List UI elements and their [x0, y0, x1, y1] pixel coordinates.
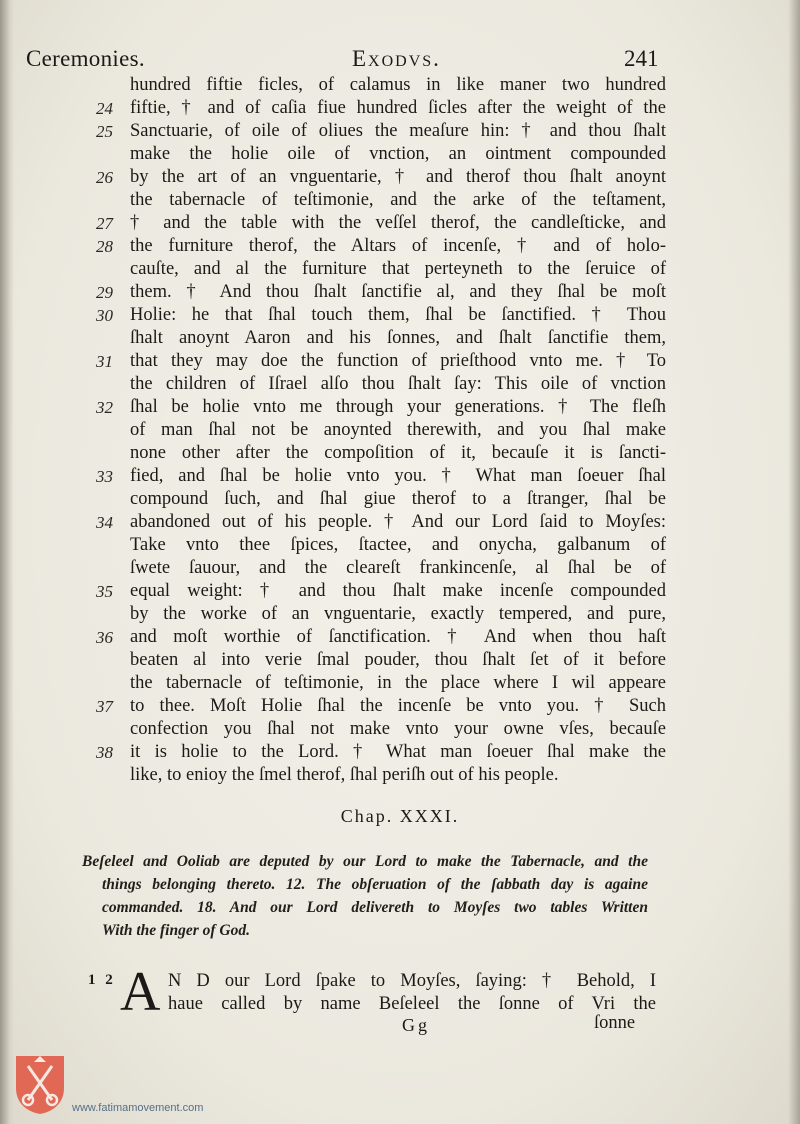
- line-text: the children of Iſrael alſo thou ſhalt ſay: This oile of vnction: [130, 374, 666, 394]
- catchword: ſonne: [594, 1013, 636, 1033]
- line-text: make the holie oile of vnction, an ointment compounded: [130, 144, 666, 164]
- text-line: [96, 534, 666, 557]
- text-line: [96, 419, 666, 442]
- text-line: [96, 718, 666, 741]
- verse-number: 36: [96, 628, 113, 647]
- verse-number: 33: [96, 467, 113, 486]
- line-text: Sanctuarie, of oile of oliues the meaſure hin: † and thou ſhalt: [130, 121, 666, 141]
- line-text: to thee. Moſt Holie ſhal the incenſe be vnto you. † Such: [130, 696, 666, 716]
- text-line: [96, 764, 666, 787]
- chapter-summary: [82, 850, 648, 942]
- summary-line: commanded. 18. And our Lord delivereth to Moyſes two tables Written: [102, 899, 648, 916]
- line-text: ſhal be holie vnto me through your generations. † The fleſh: [130, 397, 666, 417]
- line-text: by the worke of an vnguentarie, exactly tempered, and pure,: [130, 604, 666, 624]
- verse-number: 29: [96, 283, 113, 302]
- line-text: it is holie to the Lord. † What man ſoeuer ſhal make the: [130, 742, 666, 762]
- line-text: beaten al into verie ſmal pouder, thou ſhalt ſet of it before: [130, 650, 666, 670]
- text-line: [96, 373, 666, 396]
- line-text: ſwete ſauour, and the cleareſt frankincenſe, al ſhal be of: [130, 558, 666, 578]
- line-text: cauſte, and al the furniture that perteyneth to the ſeruice of: [130, 259, 666, 279]
- header-book-title: Exodvs.: [352, 46, 441, 71]
- line-text: Take vnto thee ſpices, ſtactee, and onycha, galbanum of: [130, 535, 666, 555]
- header-left-title: Ceremonies.: [26, 46, 145, 71]
- drop-cap: A: [120, 961, 161, 1023]
- text-line: [96, 442, 666, 465]
- verse-number: 32: [96, 398, 113, 417]
- summary-line: things belonging thereto. 12. The obſeruation of the ſabbath day is againe: [102, 876, 648, 893]
- line-text: and moſt worthie of ſanctification. † And when thou haſt: [130, 627, 666, 647]
- text-line: [96, 304, 666, 327]
- text-line: [96, 120, 666, 143]
- text-line: [96, 166, 666, 189]
- text-line: [96, 396, 666, 419]
- line-text: compound ſuch, and ſhal giue therof to a ſtranger, ſhal be: [130, 489, 666, 509]
- signature-mark: Gg: [402, 1015, 430, 1035]
- text-line: [96, 258, 666, 281]
- line-text: fiftie, † and of caſia fiue hundred ſicles after the weight of the: [130, 98, 666, 118]
- line-text: ſhalt anoynt Aaron and his ſonnes, and ſhalt ſanctifie them,: [130, 328, 666, 348]
- chapter-heading: Chap. XXXI.: [340, 806, 460, 826]
- text-line: [96, 97, 666, 120]
- verse-number: 27: [96, 214, 113, 233]
- text-line: [96, 465, 666, 488]
- text-line: [96, 695, 666, 718]
- verse-1-line-1: N D our Lord ſpake to Moyſes, ſaying: † Behold, I: [168, 971, 656, 991]
- line-text: the furniture therof, the Altars of incenſe, † and of holo-: [130, 236, 666, 256]
- text-line: [96, 350, 666, 373]
- line-text: equal weight: † and thou ſhalt make incenſe compounded: [130, 581, 666, 601]
- line-text: them. † And thou ſhalt ſanctifie al, and they ſhal be moſt: [130, 282, 666, 302]
- verse-number: 25: [96, 122, 113, 141]
- line-text: like, to enioy the ſmel therof, ſhal periſh out of his people.: [130, 765, 559, 785]
- verse-number: 34: [96, 513, 113, 532]
- verse-number: 35: [96, 582, 113, 601]
- text-line: [96, 649, 666, 672]
- verse-number: 1 2: [88, 972, 116, 988]
- text-line: [96, 741, 666, 764]
- line-text: by the art of an vnguentarie, † and therof thou ſhalt anoynt: [130, 167, 666, 187]
- watermark-url[interactable]: www.fatimamovement.com: [72, 1102, 204, 1114]
- text-line: [96, 672, 666, 695]
- line-text: fied, and ſhal be holie vnto you. † What man ſoeuer ſhal: [130, 466, 666, 486]
- text-line: [96, 327, 666, 350]
- line-text: of man ſhal not be anoynted therewith, and you ſhal make: [130, 420, 666, 440]
- text-line: [96, 488, 666, 511]
- text-line: [96, 557, 666, 580]
- verse-number: 30: [96, 306, 113, 325]
- text-line: [96, 143, 666, 166]
- text-line: [96, 74, 666, 97]
- line-text: hundred fiftie ficles, of calamus in like maner two hundred: [130, 75, 666, 95]
- text-line: [96, 580, 666, 603]
- line-text: that they may doe the function of prieſthood vnto me. † To: [130, 351, 666, 371]
- verse-number: 24: [96, 99, 113, 118]
- line-text: the tabernacle of teſtimonie, and the arke of the teſtament,: [130, 190, 666, 210]
- line-text: abandoned out of his people. † And our Lord ſaid to Moyſes:: [130, 512, 666, 532]
- summary-line: With the finger of God.: [102, 922, 250, 939]
- text-line: [96, 603, 666, 626]
- line-text: † and the table with the veſſel therof, the candleſticke, and: [130, 213, 666, 233]
- chapter-30-text: [96, 74, 666, 787]
- verse-number: 31: [96, 352, 113, 371]
- text-line: [96, 281, 666, 304]
- text-line: [96, 511, 666, 534]
- verse-number: 28: [96, 237, 113, 256]
- verse-1-line-2: haue called by name Beſeleel the ſonne of Vri the: [168, 994, 656, 1014]
- verse-number: 26: [96, 168, 113, 187]
- summary-line: Beſeleel and Ooliab are deputed by our Lord to make the Tabernacle, and the: [82, 853, 648, 870]
- line-text: Holie: he that ſhal touch them, ſhal be ſanctified. † Thou: [130, 305, 666, 325]
- line-text: none other after the compoſition of it, becauſe it is ſancti-: [130, 443, 666, 463]
- text-line: [96, 626, 666, 649]
- page-binding-shadow: [0, 0, 14, 1124]
- text-line: [96, 189, 666, 212]
- page-number: 241: [624, 46, 659, 71]
- verse-number: 37: [96, 697, 113, 716]
- line-text: the tabernacle of teſtimonie, in the place where I wil appeare: [130, 673, 666, 693]
- text-line: [96, 235, 666, 258]
- line-text: confection you ſhal not make vnto your owne vſes, becauſe: [130, 719, 666, 739]
- papal-keys-shield-icon: [12, 1052, 68, 1116]
- page-edge-shadow: [788, 0, 800, 1124]
- verse-number: 38: [96, 743, 113, 762]
- text-line: [96, 212, 666, 235]
